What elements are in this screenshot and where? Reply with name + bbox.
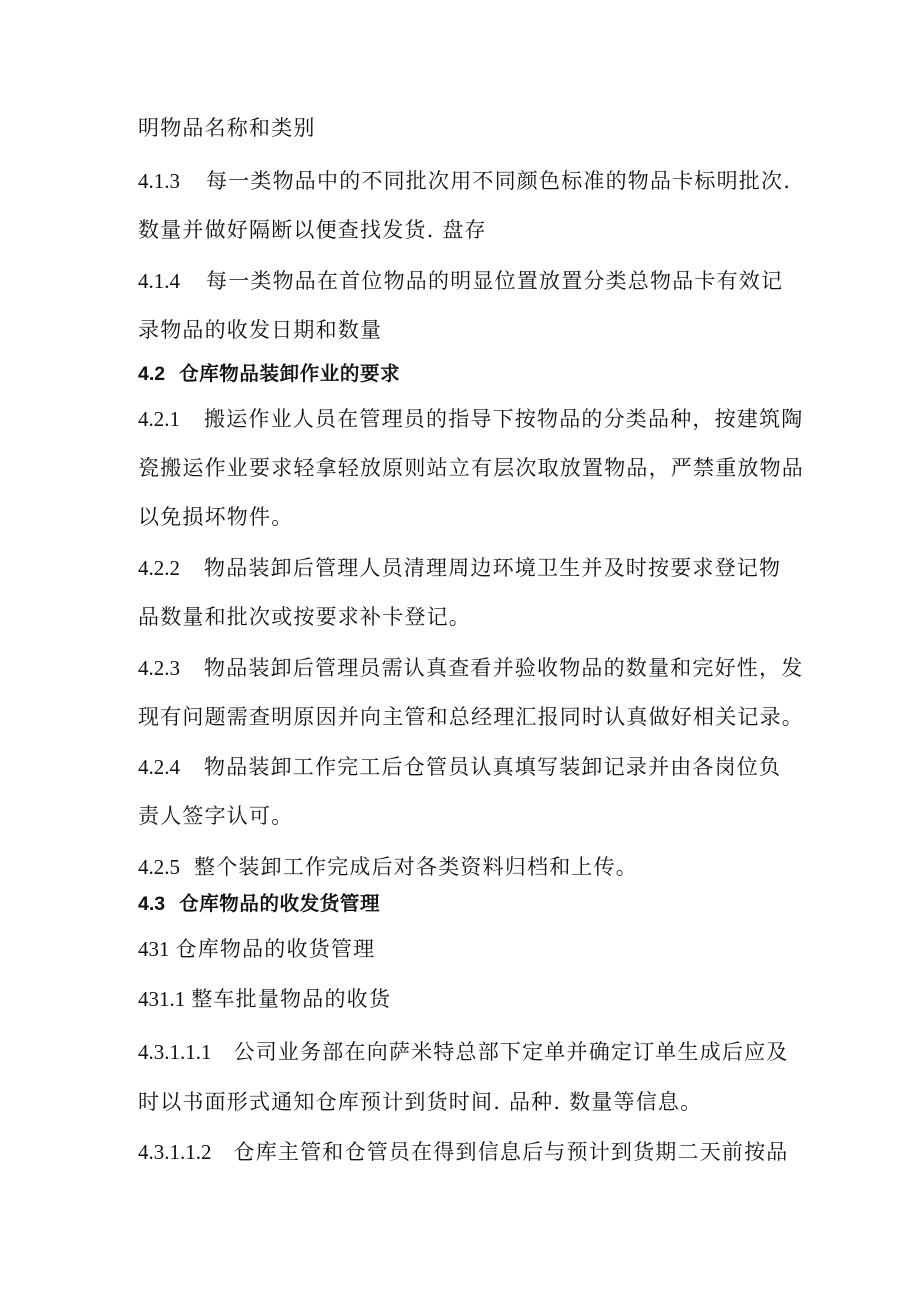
text-line <box>138 1038 789 1066</box>
text-line <box>138 1138 789 1166</box>
line-text: 物品装卸后管理人员清理周边环境卫生并及时按要求登记物 <box>204 556 782 580</box>
clause-number: 4.3.1.1.1 <box>138 1040 212 1064</box>
clause-number: 4.2.2 <box>138 556 180 580</box>
section-title: 仓库物品的收发货管理 <box>179 892 381 915</box>
text-line <box>138 1088 702 1116</box>
line-text: 每一类物品中的不同批次用不同颜色标准的物品卡标明批次. <box>206 169 792 193</box>
text-line <box>138 114 316 142</box>
line-text: 现有问题需查明原因并向主管和总经理汇报同时认真做好相关记录。 <box>138 705 804 729</box>
text-line <box>138 405 803 433</box>
clause-number: 4.3.1.1.2 <box>138 1140 212 1164</box>
clause-number: 4.2.4 <box>138 755 180 779</box>
line-text: 整车批量物品的收货 <box>191 987 392 1011</box>
clause-number: 4.2.3 <box>138 656 180 680</box>
line-text: 搬运作业人员在管理员的指导下按物品的分类品种，按建筑陶 <box>204 407 804 431</box>
line-text: 数量并做好隔断以便查找发货. 盘存 <box>138 218 487 242</box>
text-line <box>138 985 391 1013</box>
section-title: 仓库物品装卸作业的要求 <box>179 362 401 385</box>
text-line <box>138 802 293 830</box>
text-line <box>138 753 781 781</box>
line-text: 以免损坏物件。 <box>138 505 294 529</box>
clause-number: 4.2.1 <box>138 407 180 431</box>
line-text: 整个装卸工作完成后对各类资料归档和上传。 <box>194 855 638 879</box>
text-line <box>138 503 293 531</box>
clause-number: 431.1 <box>138 987 186 1011</box>
text-line <box>138 935 375 963</box>
section-number: 4.2 <box>138 363 166 385</box>
line-text: 仓库物品的收货管理 <box>175 937 376 961</box>
text-line <box>138 454 804 482</box>
line-text: 公司业务部在向萨米特总部下定单并确定订单生成后应及 <box>233 1040 789 1064</box>
line-text: 物品装卸后管理员需认真查看并验收物品的数量和完好性，发 <box>204 656 804 680</box>
text-line <box>138 267 783 295</box>
section-heading <box>138 890 380 918</box>
line-text: 明物品名称和类别 <box>138 116 316 140</box>
text-line <box>138 216 487 244</box>
line-text: 每一类物品在首位物品的明显位置放置分类总物品卡有效记 <box>206 269 784 293</box>
text-line <box>138 654 803 682</box>
line-text: 录物品的收发日期和数量 <box>138 318 383 342</box>
line-text: 品数量和批次或按要求补卡登记。 <box>138 605 471 629</box>
line-text: 责人签字认可。 <box>138 804 294 828</box>
clause-number: 431 <box>138 937 170 961</box>
section-number: 4.3 <box>138 893 166 915</box>
clause-number: 4.2.5 <box>138 855 180 879</box>
clause-number: 4.1.4 <box>138 269 180 293</box>
text-line <box>138 703 804 731</box>
line-text: 瓷搬运作业要求轻拿轻放原则站立有层次取放置物品，严禁重放物品 <box>138 456 804 480</box>
text-line <box>138 316 382 344</box>
text-line <box>138 554 781 582</box>
line-text: 物品装卸工作完工后仓管员认真填写装卸记录并由各岗位负 <box>204 755 782 779</box>
text-line <box>138 853 638 881</box>
clause-number: 4.1.3 <box>138 169 180 193</box>
section-heading <box>138 360 400 388</box>
line-text: 时以书面形式通知仓库预计到货时间. 品种. 数量等信息。 <box>138 1090 703 1114</box>
text-line <box>138 167 791 195</box>
text-line <box>138 603 471 631</box>
line-text: 仓库主管和仓管员在得到信息后与预计到货期二天前按品 <box>233 1140 789 1164</box>
